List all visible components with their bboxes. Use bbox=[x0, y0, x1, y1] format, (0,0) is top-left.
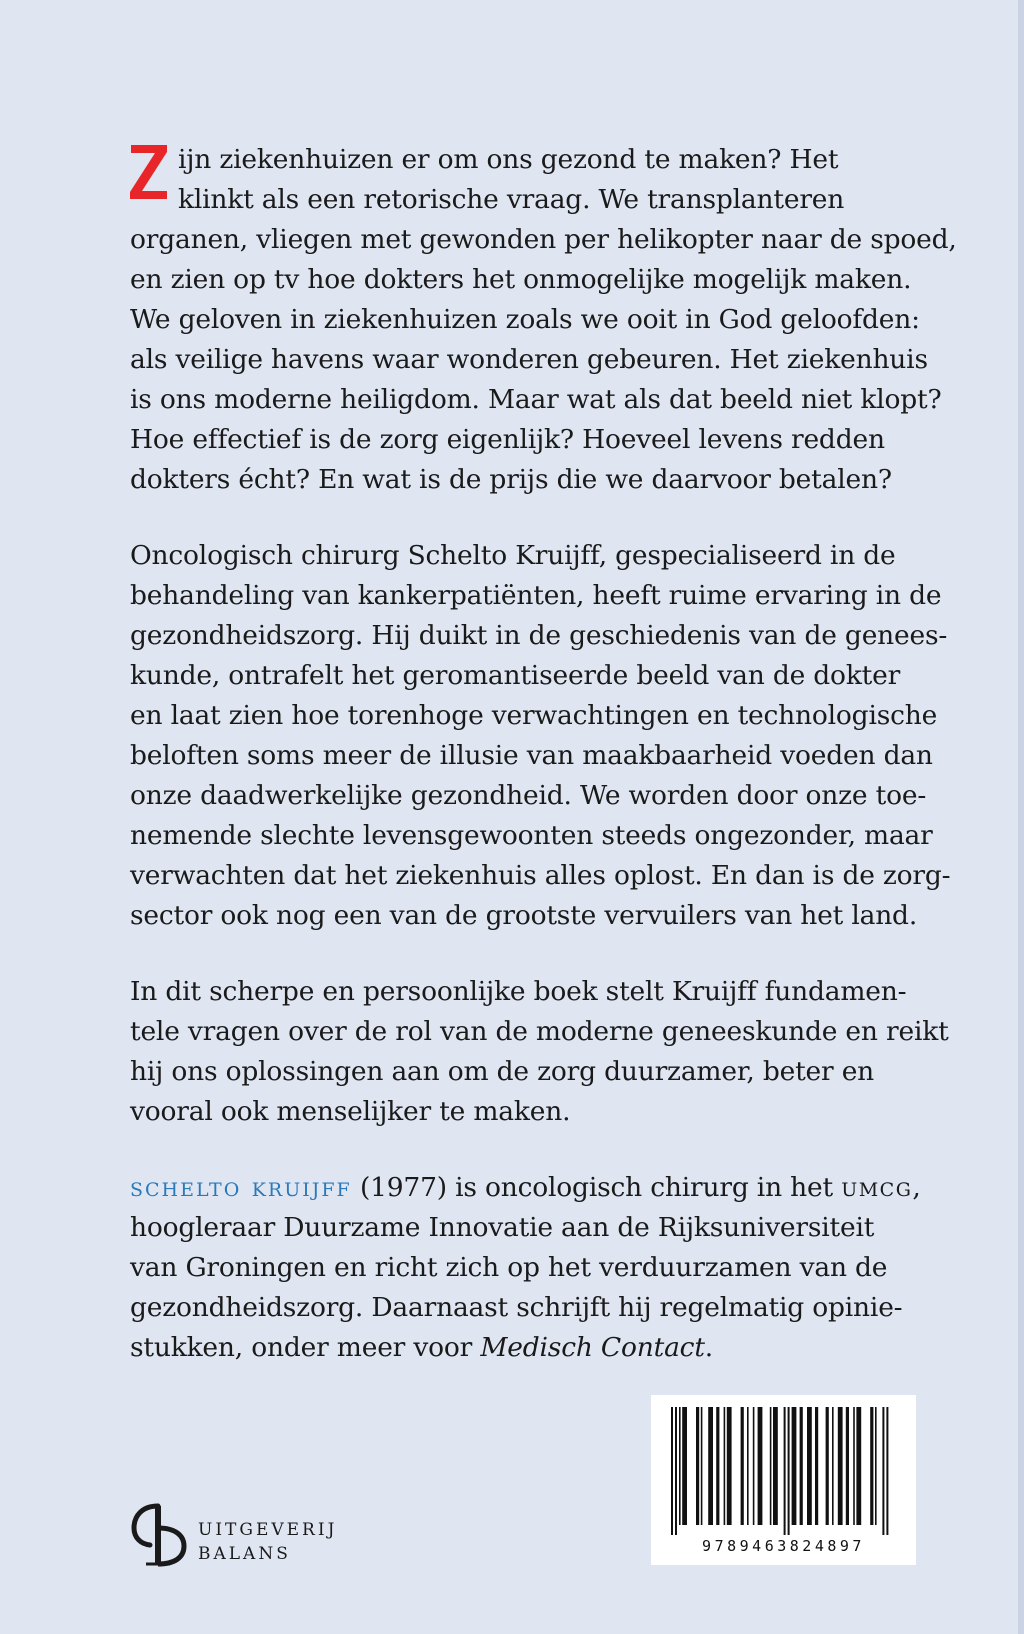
barcode-bar bbox=[747, 1407, 749, 1525]
barcode-bar bbox=[875, 1407, 877, 1525]
publisher-line-2: BALANS bbox=[198, 1544, 291, 1564]
barcode-bar bbox=[815, 1407, 818, 1525]
isbn-barcode bbox=[651, 1395, 916, 1565]
bio-line bbox=[130, 1328, 930, 1368]
barcode-bar bbox=[671, 1407, 673, 1535]
barcode-bar bbox=[753, 1407, 755, 1525]
bio-text: , bbox=[912, 1172, 921, 1203]
barcode-bar bbox=[682, 1407, 687, 1525]
blurb-line: en laat zien hoe torenhoge verwachtingen en technologische bbox=[130, 700, 938, 731]
institution-name: umcg bbox=[841, 1172, 913, 1203]
blurb-line: ijn ziekenhuizen er om ons gezond te maken? Het bbox=[178, 144, 839, 175]
barcode-bar bbox=[826, 1407, 829, 1525]
barcode-bar bbox=[701, 1407, 703, 1525]
publisher-name bbox=[198, 1518, 337, 1566]
barcode-bar bbox=[788, 1407, 790, 1535]
barcode-bar bbox=[882, 1407, 884, 1535]
blurb-line: Oncologisch chirurg Schelto Kruijff, gespecialiseerd in de bbox=[130, 540, 896, 571]
barcode-bar bbox=[708, 1407, 713, 1525]
blurb-paragraph-1 bbox=[130, 140, 957, 500]
barcode-bar bbox=[727, 1407, 732, 1525]
blurb-line: dokters écht? En wat is de prijs die we daarvoor betalen? bbox=[130, 464, 892, 495]
blurb-line: beloften soms meer de illusie van maakbaarheid voeden dan bbox=[130, 740, 933, 771]
barcode-bar bbox=[773, 1407, 778, 1525]
isbn-number: 9789463824897 bbox=[702, 1537, 865, 1555]
blurb-line: behandeling van kankerpatiënten, heeft ruime ervaring in de bbox=[130, 580, 942, 611]
blurb-line: In dit scherpe en persoonlijke boek stelt Kruijff fundamen- bbox=[130, 976, 907, 1007]
bio-line bbox=[130, 1168, 930, 1208]
barcode-bar bbox=[807, 1407, 812, 1525]
blurb-line: nemende slechte levensgewoonten steeds ongezonder, maar bbox=[130, 820, 933, 851]
barcode-bar bbox=[792, 1407, 797, 1525]
barcode-bar bbox=[724, 1407, 726, 1525]
blurb-line: en zien op tv hoe dokters het onmogelijke mogelijk maken. bbox=[130, 264, 912, 295]
barcode-bar bbox=[784, 1407, 786, 1535]
barcode-bar bbox=[696, 1407, 699, 1525]
barcode-bar bbox=[832, 1407, 834, 1525]
bio-text: stukken, onder meer voor bbox=[130, 1332, 481, 1363]
author-bio bbox=[130, 1168, 930, 1368]
barcode-bar bbox=[886, 1407, 888, 1535]
bio-text: (1977) is oncologisch chirurg in het bbox=[351, 1172, 842, 1203]
back-cover-blurb bbox=[130, 140, 957, 1368]
blurb-line: is ons moderne heiligdom. Maar wat als dat beeld niet klopt? bbox=[130, 384, 942, 415]
barcode-bar bbox=[770, 1407, 772, 1525]
barcode-bar bbox=[741, 1407, 744, 1525]
barcode-bar bbox=[679, 1407, 681, 1525]
blurb-paragraph-3 bbox=[130, 972, 949, 1132]
bio-line: van Groningen en richt zich op het verduurzamen van de bbox=[130, 1252, 888, 1283]
blurb-line: organen, vliegen met gewonden per helikopter naar de spoed, bbox=[130, 224, 957, 255]
blurb-line: tele vragen over de rol van de moderne geneeskunde en reikt bbox=[130, 1016, 949, 1047]
barcode-bar bbox=[853, 1407, 855, 1525]
bio-line: gezondheidszorg. Daarnaast schrijft hij regelmatig opinie- bbox=[130, 1292, 903, 1323]
bio-text: . bbox=[704, 1332, 714, 1363]
dropcap-z-icon bbox=[130, 145, 168, 199]
blurb-line: gezondheidszorg. Hij duikt in de geschiedenis van de genees- bbox=[130, 620, 948, 651]
publisher-imprint bbox=[128, 1498, 388, 1568]
barcode-bar bbox=[675, 1407, 677, 1535]
blurb-line: We geloven in ziekenhuizen zoals we ooit in God geloofden: bbox=[130, 304, 920, 335]
blurb-line: sector ook nog een van de grootste vervuilers van het land. bbox=[130, 900, 918, 931]
blurb-line: als veilige havens waar wonderen gebeuren. Het ziekenhuis bbox=[130, 344, 928, 375]
barcode-bar bbox=[838, 1407, 843, 1525]
barcode-bar bbox=[856, 1407, 861, 1525]
blurb-paragraph-2 bbox=[130, 536, 951, 936]
barcode-bar bbox=[870, 1407, 873, 1525]
barcode-bar bbox=[758, 1407, 763, 1525]
blurb-line: verwachten dat het ziekenhuis alles oplost. En dan is de zorg- bbox=[130, 860, 951, 891]
publisher-line-1: UITGEVERIJ bbox=[198, 1520, 338, 1540]
barcode-bar bbox=[846, 1407, 849, 1525]
blurb-line: vooral ook menselijker te maken. bbox=[130, 1096, 571, 1127]
blurb-line: hij ons oplossingen aan om de zorg duurzamer, beter en bbox=[130, 1056, 875, 1087]
author-name: schelto kruijff bbox=[130, 1172, 352, 1203]
blurb-line: onze daadwerkelijke gezondheid. We worden door onze toe- bbox=[130, 780, 927, 811]
blurb-line: klinkt als een retorische vraag. We transplanteren bbox=[178, 184, 845, 215]
barcode-bar bbox=[800, 1407, 803, 1525]
blurb-line: Hoe effectief is de zorg eigenlijk? Hoeveel levens redden bbox=[130, 424, 885, 455]
blurb-line: kunde, ontrafelt het geromantiseerde beeld van de dokter bbox=[130, 660, 901, 691]
cover-edge bbox=[1018, 0, 1024, 1634]
magazine-title: Medisch Contact bbox=[480, 1332, 705, 1363]
barcode-icon bbox=[669, 1407, 898, 1535]
barcode-bar bbox=[716, 1407, 719, 1525]
balans-logo-icon bbox=[128, 1498, 188, 1568]
bio-line: hoogleraar Duurzame Innovatie aan de Rijksuniversiteit bbox=[130, 1212, 875, 1243]
